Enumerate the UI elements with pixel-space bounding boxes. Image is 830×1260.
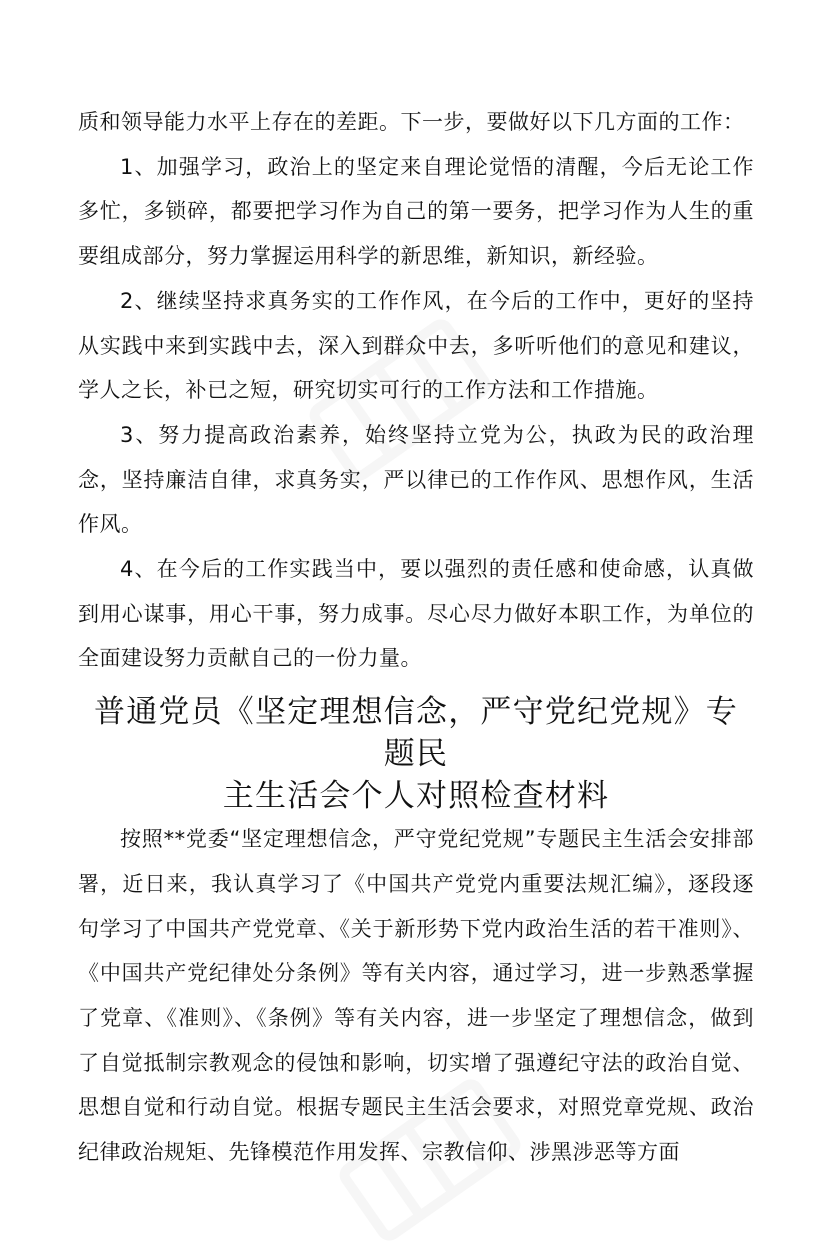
item-2: 2、继续坚持求真务实的工作作风，在今后的工作中，更好的坚持从实践中来到实践中去，深入到群众中去，多听听他们的意见和建议，学人之长，补已之短，研究切实可行的工作方法和工作措施。 (78, 288, 754, 403)
intro-line: 质和领导能力水平上存在的差距。下一步，要做好以下几方面的工作： (78, 110, 745, 134)
title-line-2: 主生活会个人对照检查材料 (222, 778, 610, 815)
item-3: 3、努力提高政治素养，始终坚持立党为公，执政为民的政治理念，坚持廉洁自律，求真务实，严以律已的工作作风、思想作风，生活作风。 (78, 422, 754, 537)
document-title (78, 681, 754, 817)
title-line-1: 普通党员《坚定理想信念，严守党纪党规》专题民 (94, 694, 738, 773)
item-4: 4、在今后的工作实践当中，要以强烈的责任感和使命感，认真做到用心谋事，用心干事，努力成事。尽心尽力做好本职工作，为单位的全面建设努力贡献自己的一份力量。 (78, 557, 754, 671)
item-1: 1、加强学习，政治上的坚定来自理论觉悟的清醒，今后无论工作多忙，多锁碎，都要把学习作为自己的第一要务，把学习作为人生的重要组成部分，努力掌握运用科学的新思维，新知识，新经验。 (78, 154, 754, 269)
body-paragraph: 按照**党委“坚定理想信念，严守党纪党规”专题民主生活会安排部署，近日来，我认真学习了《中国共产党党内重要法规汇编》，逐段逐句学习了中国共产党党章、《关于新形势下党内政治生活的若干准则》、《中国共产党纪律处分条例》等有关内容，通过学习，进一步熟悉掌握了党章、《准则》、《条例》等有关内容，进一步坚定了理想信念，做到了自觉抵制宗教观念的侵蚀和影响，切实增了强遵纪守法的政治自觉、思想自觉和行动自觉。根据专题民主生活会要求，对照党章党规、政治纪律政治规矩、先锋模范作用发挥、宗教信仰、涉黑涉恶等方面 (78, 827, 754, 1165)
document-body (78, 100, 754, 1175)
